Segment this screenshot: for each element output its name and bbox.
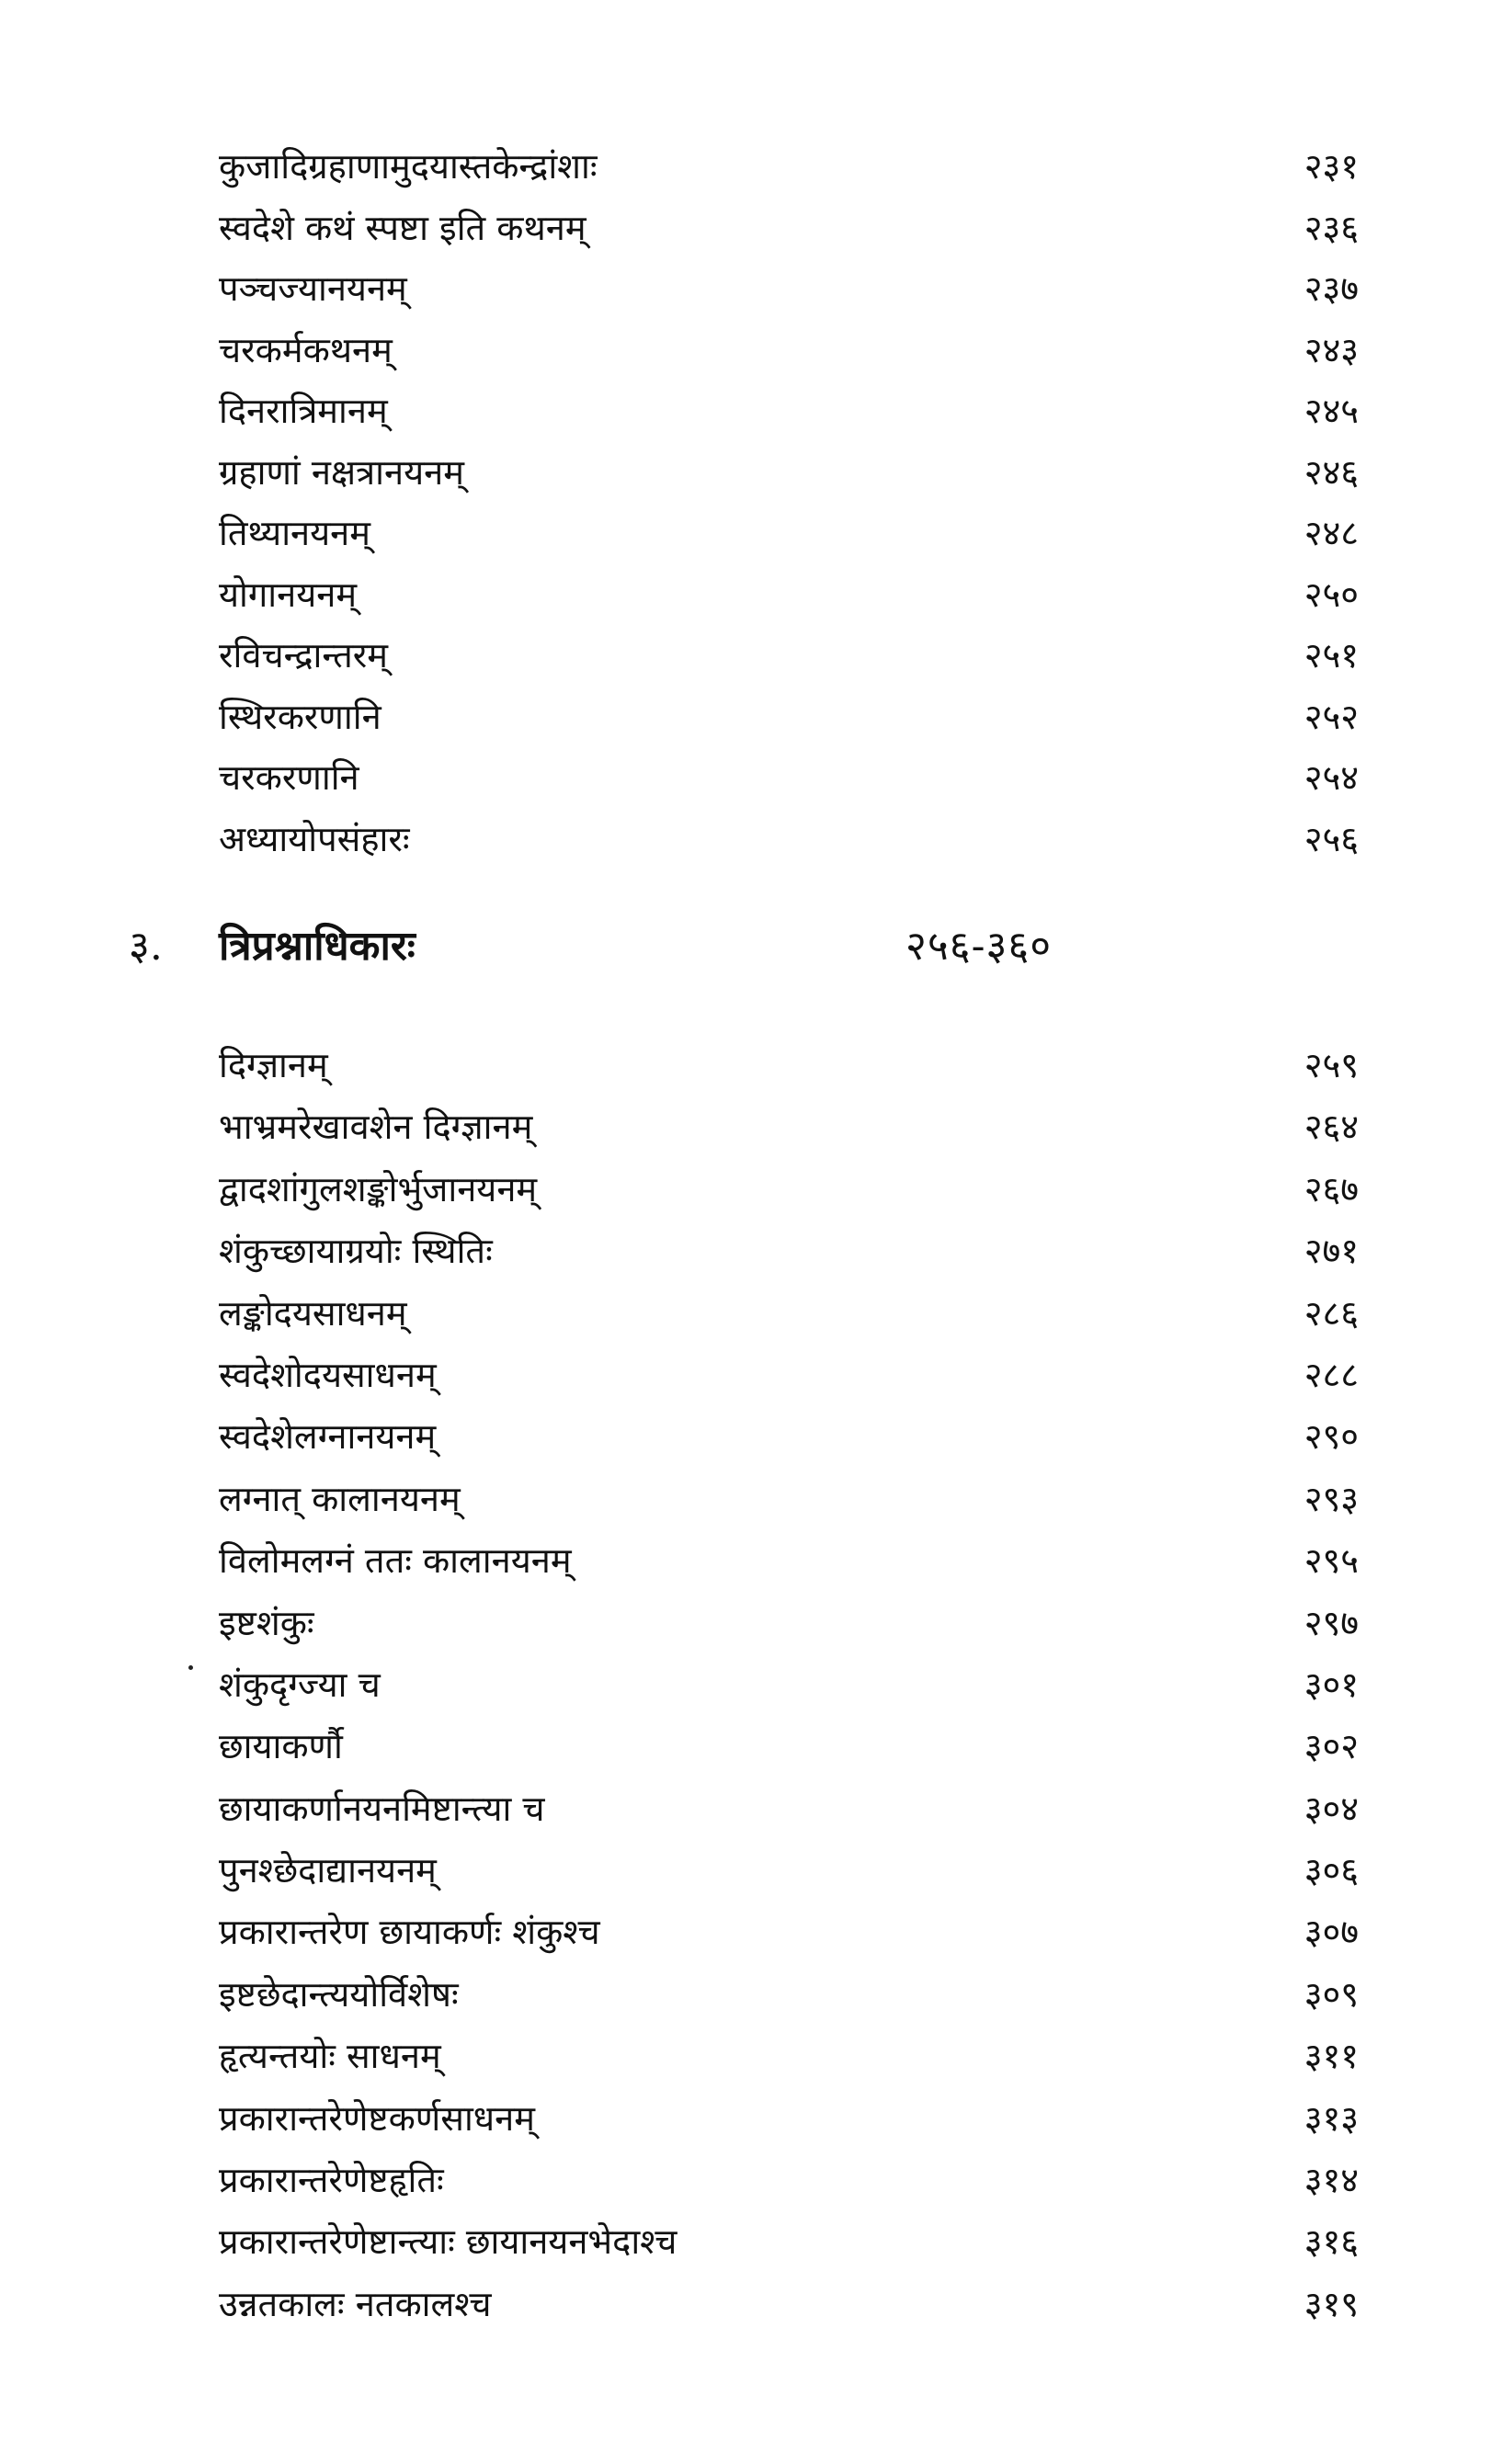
entry-page-number: २४३ [1304,329,1359,370]
list-item [219,136,1359,198]
entry-page-number: २५९ [1304,1045,1359,1085]
entry-page-number: २८६ [1304,1292,1359,1334]
entry-page-number: ३०१ [1304,1663,1359,1705]
chapter-heading [129,914,1140,979]
list-item [219,747,1359,809]
list-item [219,2211,1359,2273]
entry-page-number: २८८ [1304,1354,1359,1395]
entry-page-number: २३१ [1304,146,1359,187]
list-item [219,258,1359,320]
entry-page-number: २९३ [1304,1478,1359,1519]
list-item [219,2026,1359,2087]
entry-title: पञ्चज्यानयनम् [219,268,407,309]
entry-title: भाभ्रमरेखावशेन दिग्ज्ञानम् [219,1107,533,1148]
list-item [219,687,1359,748]
entry-page-number: २३६ [1304,207,1359,248]
list-item [219,1778,1359,1840]
entry-title: तिथ्यानयनम् [219,513,370,553]
entry-title: इष्टछेदान्त्ययोर्विशेषः [219,1973,459,2015]
entry-title: अध्यायोपसंहारः [219,818,410,859]
list-item [219,1035,1359,1096]
entry-title: विलोमलग्नं ततः कालानयनम् [219,1540,572,1582]
entry-title: दिनरात्रिमानम् [219,391,388,431]
entry-page-number: ३०९ [1304,1973,1359,2015]
entry-page-number: ३१४ [1304,2160,1359,2201]
entry-page-number: २९० [1304,1416,1359,1458]
list-item [219,564,1359,626]
list-item [219,320,1359,381]
list-item [219,198,1359,259]
entry-title: प्रकारान्तरेणेष्टकर्णसाधनम् [219,2097,535,2139]
list-item [219,1654,1359,1716]
list-item [219,1530,1359,1592]
list-item [219,1283,1359,1345]
entry-title: स्वदेशोदयसाधनम् [219,1354,437,1395]
list-item [219,1469,1359,1530]
list-item [219,809,1359,870]
entry-title: लग्नात् कालानयनम् [219,1478,461,1519]
entry-page-number: २९५ [1304,1540,1359,1582]
entry-page-number: ३१३ [1304,2097,1359,2139]
contents-list-bottom [219,1035,1359,2335]
entry-page-number: २५६ [1304,818,1359,859]
entry-title: दिग्ज्ञानम् [219,1045,328,1085]
entry-page-number: २४६ [1304,451,1359,493]
entry-title: हृत्यन्तयोः साधनम् [219,2036,441,2077]
entry-page-number: ३१९ [1304,2283,1359,2324]
entry-page-number: २५१ [1304,635,1359,676]
list-item [219,1159,1359,1221]
entry-page-number: २४८ [1304,513,1359,553]
list-item [219,1964,1359,2026]
entry-title: द्वादशांगुलशङ्कोर्भुजानयनम् [219,1168,538,1209]
list-item [219,503,1359,564]
entry-page-number: २३७ [1304,268,1359,309]
list-item [219,2088,1359,2150]
entry-page-number: २५० [1304,573,1359,615]
list-item [219,1716,1359,1777]
entry-page-number: २७१ [1304,1231,1359,1272]
list-item [219,1840,1359,1902]
entry-title: इष्टशंकुः [219,1602,314,1643]
list-item [219,1902,1359,1963]
entry-title: योगानयनम् [219,573,358,615]
entry-page-number: ३१६ [1304,2221,1359,2263]
entry-page-number: ३०२ [1304,1726,1359,1767]
list-item [219,1345,1359,1406]
entry-title: प्रकारान्तरेणेष्टान्त्याः छायानयनभेदाश्च [219,2221,677,2263]
list-item [219,1593,1359,1654]
entry-title: रविचन्द्रान्तरम् [219,635,389,676]
entry-title: शंकुदृग्ज्या च [219,1663,381,1705]
entry-page-number: ३०४ [1304,1788,1359,1829]
entry-title: उन्नतकालः नतकालश्च [219,2283,492,2324]
entry-title: पुनश्छेदाद्यानयनम् [219,1850,437,1891]
entry-title: ग्रहाणां नक्षत्रानयनम् [219,451,464,493]
list-item [219,1406,1359,1468]
entry-title: छायाकर्णौ [219,1726,343,1767]
entry-title: प्रकारान्तरेण छायाकर्णः शंकुश्च [219,1912,600,1953]
contents-list-top [219,136,1359,869]
entry-page-number: २९७ [1304,1602,1359,1643]
list-item [219,625,1359,687]
entry-title: कुजादिग्रहाणामुदयास्तकेन्द्रांशाः [219,146,598,187]
list-item [219,2150,1359,2211]
entry-title: स्थिरकरणानि [219,696,381,737]
entry-title: शंकुच्छायाग्रयोः स्थितिः [219,1231,493,1272]
entry-title: चरकर्मकथनम् [219,329,393,370]
entry-page-number: ३०६ [1304,1850,1359,1891]
entry-title: स्वदेशेलग्नानयनम् [219,1416,437,1458]
entry-page-number: २४५ [1304,391,1359,431]
entry-page-number: २६७ [1304,1168,1359,1209]
list-item [219,2274,1359,2335]
entry-title: छायाकर्णानयनमिष्टान्त्या च [219,1788,545,1829]
ink-speck [188,1665,193,1670]
entry-title: लङ्कोदयसाधनम् [219,1292,407,1334]
list-item [219,442,1359,504]
entry-page-number: २६४ [1304,1107,1359,1148]
entry-page-number: ३११ [1304,2036,1359,2077]
entry-page-number: २५२ [1304,696,1359,737]
entry-title: चरकरणानि [219,757,359,798]
entry-page-number: २५४ [1304,757,1359,798]
entry-title: प्रकारान्तरेणेष्टहृतिः [219,2160,444,2201]
list-item [219,1221,1359,1282]
list-item [219,1096,1359,1158]
entry-page-number: ३०७ [1304,1912,1359,1953]
entry-title: स्वदेशे कथं स्पष्टा इति कथनम् [219,207,586,248]
chapter-number: ३. [129,923,163,970]
chapter-page-range: २५६-३६० [905,923,1053,970]
list-item [219,380,1359,442]
chapter-title: त्रिप्रश्नाधिकारः [219,923,416,970]
